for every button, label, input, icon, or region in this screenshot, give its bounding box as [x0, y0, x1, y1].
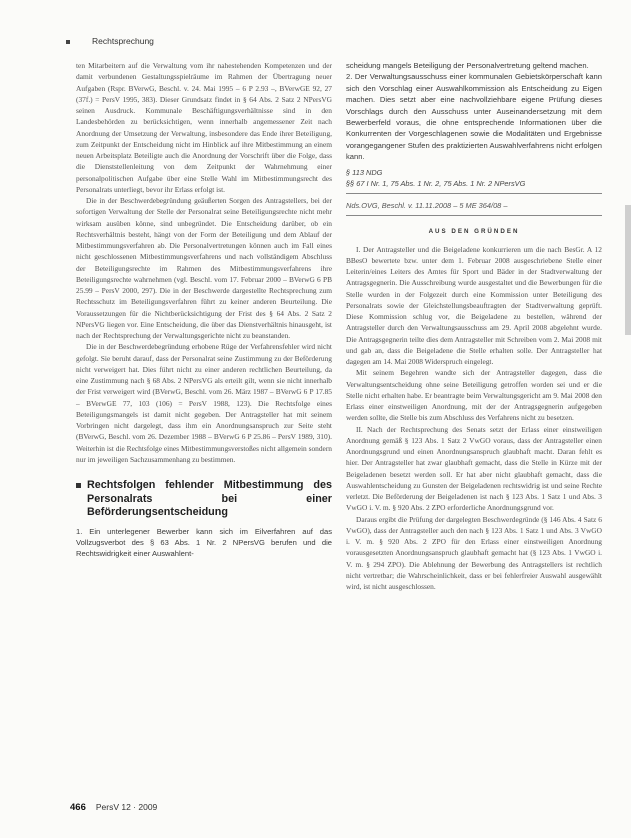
page-footer	[70, 802, 157, 813]
right-column	[346, 60, 602, 592]
page-edge-mark	[625, 205, 631, 335]
divider	[346, 215, 602, 216]
right-paragraph: I. Der Antragsteller und die Beigeladene konkurrieren um die nach BesGr. A 12 BBesO bewertete bzw. unter dem 1. Februar 2008 ausgeschriebene Stelle einer Leiterin/eines Leiters des Amtes für Sport und Bäder in der Stadtverwaltung der Antragsgegnerin. Die Ausschreibung wurde ausgestaltet und die Bewerbungen für die Stelle wurden in der Folgezeit durch eine Kommission unter Beteiligung des Personalrats sowie der Gleichstellungsbeauftragten der Stadtverwaltung geprüft. Diese Kommission schlug vor, die Beigeladene zu bestellen, während der Antragsteller durch den Verwaltungsausschuss am 29. April 2008 abgelehnt wurde. Die Antragsgegnerin teilte dies dem Antragsteller mit Schreiben vom 2. Mai 2008 mit und gab an, dass die Beigeladene die Stelle erhalten solle. Der Antragsteller hat dagegen am 14. Mai 2008 Widerspruch eingelegt.	[346, 244, 602, 367]
decision-citation: Nds.OVG, Beschl. v. 11.11.2008 – 5 ME 364/08 –	[346, 201, 508, 211]
divider	[346, 193, 602, 194]
running-header	[66, 36, 154, 46]
section-bullet-icon	[76, 483, 81, 488]
norm-2: §§ 67 I Nr. 1, 75 Abs. 1 Nr. 2, 75 Abs. 1 Nr. 2 NPersVG	[346, 178, 526, 188]
journal-info: PersV 12 · 2009	[95, 802, 158, 812]
leitsatz-1-continued: scheidung mangels Beteiligung der Personalvertretung geltend machen.	[346, 61, 589, 70]
left-paragraph: Die in der Beschwerdebegründung erhobene Rüge der Verfahrensfehler wird nicht gefolgt. Sie beruht darauf, dass der Personalrat seine Zustimmung zu der Beförderung nicht verweigert hat. Dies führt nicht zu einer anderen rechtlichen Beurteilung, da eine Zustimmung nach § 68 Abs. 2 NPersVG als erteilt gilt, wenn sie nicht innerhalb der Frist verweigert wird (BVerwG, Beschl. vom 26. März 1987 – BVerwG 6 P 17.85 – BVerwGE 77, 103 (106) = PersV 1988, 123). Die Rechtsfolge eines Beteiligungsmangels ist damit nicht gegeben. Der Antragsteller hat mit seinem Vorbringen nicht dargelegt, dass ihm ein Anordnungsanspruch zur Seite steht (BVerwG, Beschl. vom 26. Dezember 1988 – BVerwG 6 P 25.86 – PersV 1989, 310). Weiterhin ist die Rechtsfolge eines Mitbestimmungsverstoßes nicht allgemein sondern nur im jeweiligen Sachzusammenhang zu bestimmen.	[76, 342, 332, 464]
right-paragraph: II. Nach der Rechtsprechung des Senats setzt der Erlass einer einstweiligen Anordnung gemäß § 123 Abs. 1 Satz 2 VwGO voraus, dass der Antragsteller einen Anordnungsgrund und einen Anordnungsanspruch glaubhaft macht. Daran fehlt es hier. Der Antragsteller hat zwar glaubhaft gemacht, dass die Stelle in Kürze mit der Beigeladenen besetzt werden soll. Er hat aber nicht glaubhaft gemacht, dass die Auswahlentscheidung zu Gunsten der Beigeladenen rechtswidrig ist und seine Rechte verletzt. Die Beförderung der Beigeladenen ist nach § 123 Abs. 1 Satz 1 und Abs. 3 VwGO i. V. m. § 920 Abs. 2 ZPO erforderliche Anordnungsgrund vor.	[346, 424, 602, 513]
gruende-heading: AUS DEN GRÜNDEN	[428, 228, 520, 236]
left-column	[76, 60, 332, 560]
norm-1: § 113 NDG	[346, 167, 383, 177]
page-number: 466	[70, 802, 86, 813]
leitsatz-1: 1. Ein unterlegener Bewerber kann sich im Eilverfahren auf das Vollzugsverbot des § 63 Abs. 1 Nr. 2 NPersVG berufen und die Rechtswidrigkeit einer Auswahlent-	[76, 526, 332, 559]
section-title	[76, 479, 332, 520]
right-paragraph: Mit seinem Begehren wandte sich der Antragsteller dagegen, dass die Verwaltungsentscheidung ohne seine Beteiligung getroffen worden sei und er die Stelle nicht erhalten habe. Er beantragte beim Verwaltungsgericht am 9. Mai 2008 den Erlass einer einstweiligen Anordnung, mit der der Antragsgegnerin aufgegeben werden sollte, die Stelle bis zum Abschluss des Verfahrens nicht zu besetzen.	[346, 368, 602, 423]
left-paragraph: ten Mitarbeitern auf die Verwaltung vom ihr nahestehenden Kompetenzen und der damit verbundenen Gestaltungsspielräume im Rahmen der Übertragung neuer Aufgaben (Rspr. BVerwG, Beschl. v. 24. Mai 1995 – 6 P 2.93 –, BVerwGE 92, 27 (37f.) = PersV 1995, 383). Dieser Grundsatz findet in § 64 Abs. 2 Satz 2 NPersVG seinen Ausdruck. Kommunale Beschäftigungsverhältnisse sind in den Landesbehörden zu berücksichtigen, wenn innerhalb angemessener Zeit nach Anordnung der Umsetzung der Verwaltung, insbesondere das Ende ihrer Beteiligung, zum Zeitpunkt der Entscheidung nicht im Hinblick auf ihre Mitbestimmung an einem neuen Arbeitsplatz Beteiligte auch die Anordnung der Vorschrift über die Folge, dass die Dienststellenleitung von dem Zeitpunkt der Wahrnehmung einer personalpolitischen Aufgabe über eine Stelle Wahl im Mitbestimmungsrecht des Personalrats unterliegt, bevor ihr Erlass erfolgt ist.	[76, 61, 332, 194]
right-paragraph: Daraus ergibt die Prüfung der dargelegten Beschwerdegründe (§ 146 Abs. 4 Satz 6 VwGO), dass der Antragsteller auch den nach § 123 Abs. 1 Satz 1 und Abs. 3 VwGO i. V. m. § 920 Abs. 2 ZPO für den Erlass einer einstweiligen Anordnung vorausgesetzten Anordnungsanspruch glaubhaft gemacht hat (§ 123 Abs. 1 VwGO i. V. m. § 294 ZPO). Die Ablehnung der Bewerbung des Antragstellers ist rechtlich nicht vertretbar; die Wahrscheinlichkeit, dass er bei fehlerfreier Auswahl ausgewählt wird, ist nicht ausgeschlossen.	[346, 514, 602, 592]
header-square-icon	[66, 40, 70, 44]
section-title-text: Rechtsfolgen fehlender Mitbestimmung des Personalrats bei einer Beförderungsentscheidung	[87, 479, 332, 518]
header-section: Rechtsprechung	[92, 36, 154, 46]
leitsatz-2: 2. Der Verwaltungsausschuss einer kommunalen Gebietskörperschaft kann sich den Vorschlag einer Auswahlkommission als Entscheidung zu Eigen machen. Dies setzt aber eine nachvollziehbare eigene Prüfung dieses Vorschlags durch den Ausschuss unter Auseinandersetzung mit dem Bewerberfeld voraus, die ohne entsprechende Informationen über die Konkurrenten der Vorgeschlagenen sowie die Modalitäten und Ergebnisse vorangegangener Stufen des praktizierten Auswahlverfahrens nicht erfolgen kann.	[346, 72, 602, 162]
left-paragraph: Die in der Beschwerdebegründung geäußerten Sorgen des Antragstellers, bei der sofortigen Verwaltung der Stelle der Personalrat seine Beteiligungsrechte nicht mehr wirksam ausüben könne, sind unbegründet. Die Entscheidung darüber, ob ein Rechtsverhältnis besteht, hängt von der Form der Beteiligung und dem Ablauf der Mitbestimmungsverfahren ab. Die Personalvertretungen können auch im Fall eines nicht geschlossenen Mitbestimmungsverfahrens und nach vollständigem Abschluss der Beteiligungsrechte im Rahmen des Mitbestimmungsverfahrens ihre Beteiligungsrechte wahrnehmen (vgl. Beschl. vom 17. Februar 2000 – BVerwG 6 PB 25.99 – PersV 2000, 297). Die in der Beschwerde dargestellte Rechtsprechung zum Rechtsschutz im Beteiligungsverfahren führt zu keiner anderen Beurteilung. Die Voraussetzungen für die Nichtberücksichtigung der Frist des § 64 Abs. 2 Satz 2 NPersVG liegen vor. Eine Entscheidung, die über das Dienstverhältnis hinausgeht, ist nach der Rechtsprechung der Verwaltungsgerichte nicht zu beanstanden.	[76, 196, 332, 340]
